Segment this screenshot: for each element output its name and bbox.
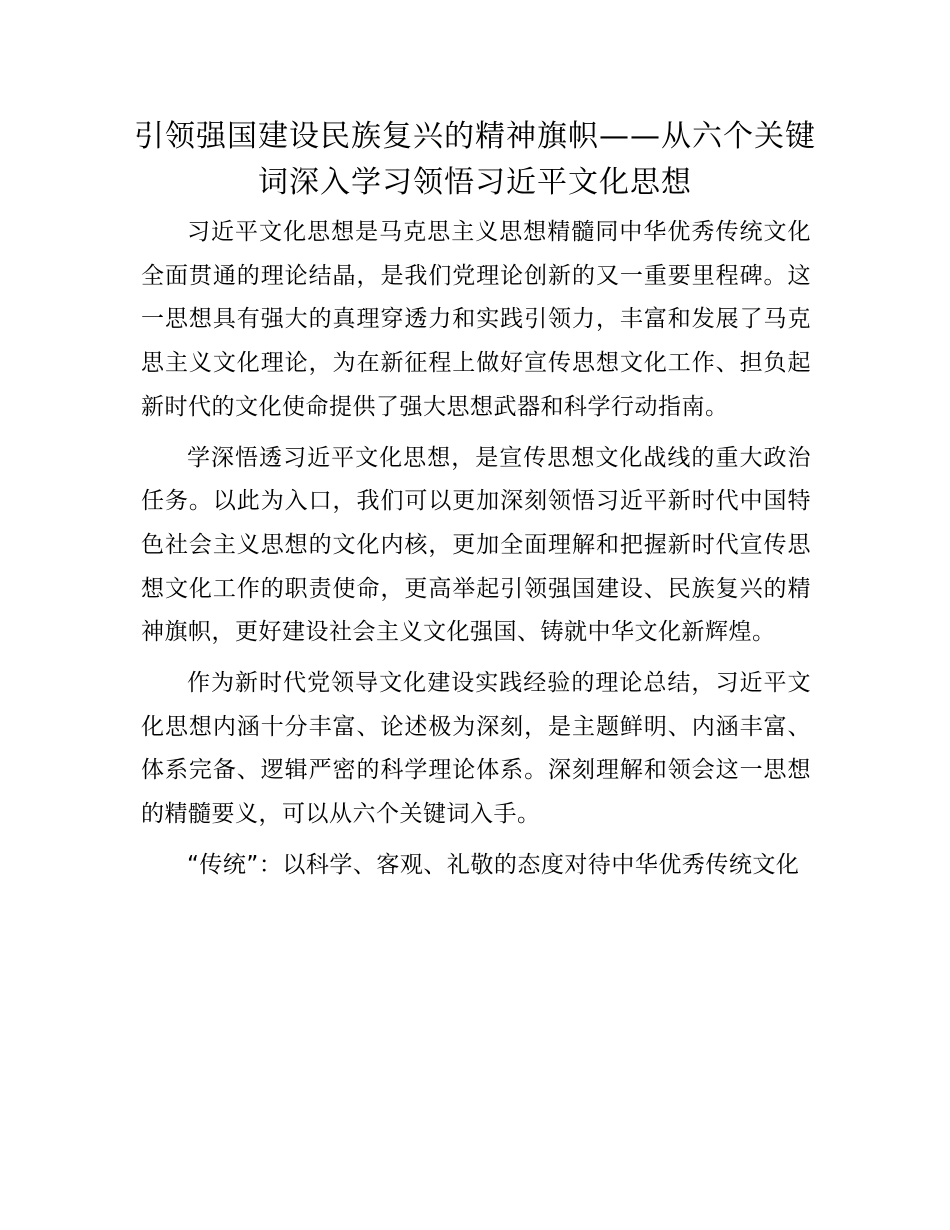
section-heading: “传统”：以科学、客观、礼敬的态度对待中华优秀传统文化 bbox=[187, 851, 800, 878]
paragraph: 作为新时代党领导文化建设实践经验的理论总结，习近平文化思想内涵十分丰富、论述极为深刻，是主题鲜明、内涵丰富、体系完备、逻辑严密的科学理论体系。深刻理解和领会这一思想的精髓要义，可以从六个关键词入手。 bbox=[141, 670, 811, 828]
document-title: 引领强国建设民族复兴的精神旗帜——从六个关键词深入学习领悟习近平文化思想 bbox=[134, 119, 816, 200]
paragraph: 学深悟透习近平文化思想，是宣传思想文化战线的重大政治任务。以此为入口，我们可以更加深刻领悟习近平新时代中国特色社会主义思想的文化内核，更加全面理解和把握新时代宣传思想文化工作的职责使命，更高举起引领强国建设、民族复兴的精神旗帜，更好建设社会主义文化强国、铸就中华文化新辉煌。 bbox=[141, 444, 811, 646]
paragraph: 习近平文化思想是马克思主义思想精髓同中华优秀传统文化全面贯通的理论结晶，是我们党理论创新的又一重要里程碑。这一思想具有强大的真理穿透力和实践引领力，丰富和发展了马克思主义文化理论，为在新征程上做好宣传思想文化工作、担负起新时代的文化使命提供了强大思想武器和科学行动指南。 bbox=[141, 219, 811, 420]
document-body bbox=[141, 211, 811, 895]
